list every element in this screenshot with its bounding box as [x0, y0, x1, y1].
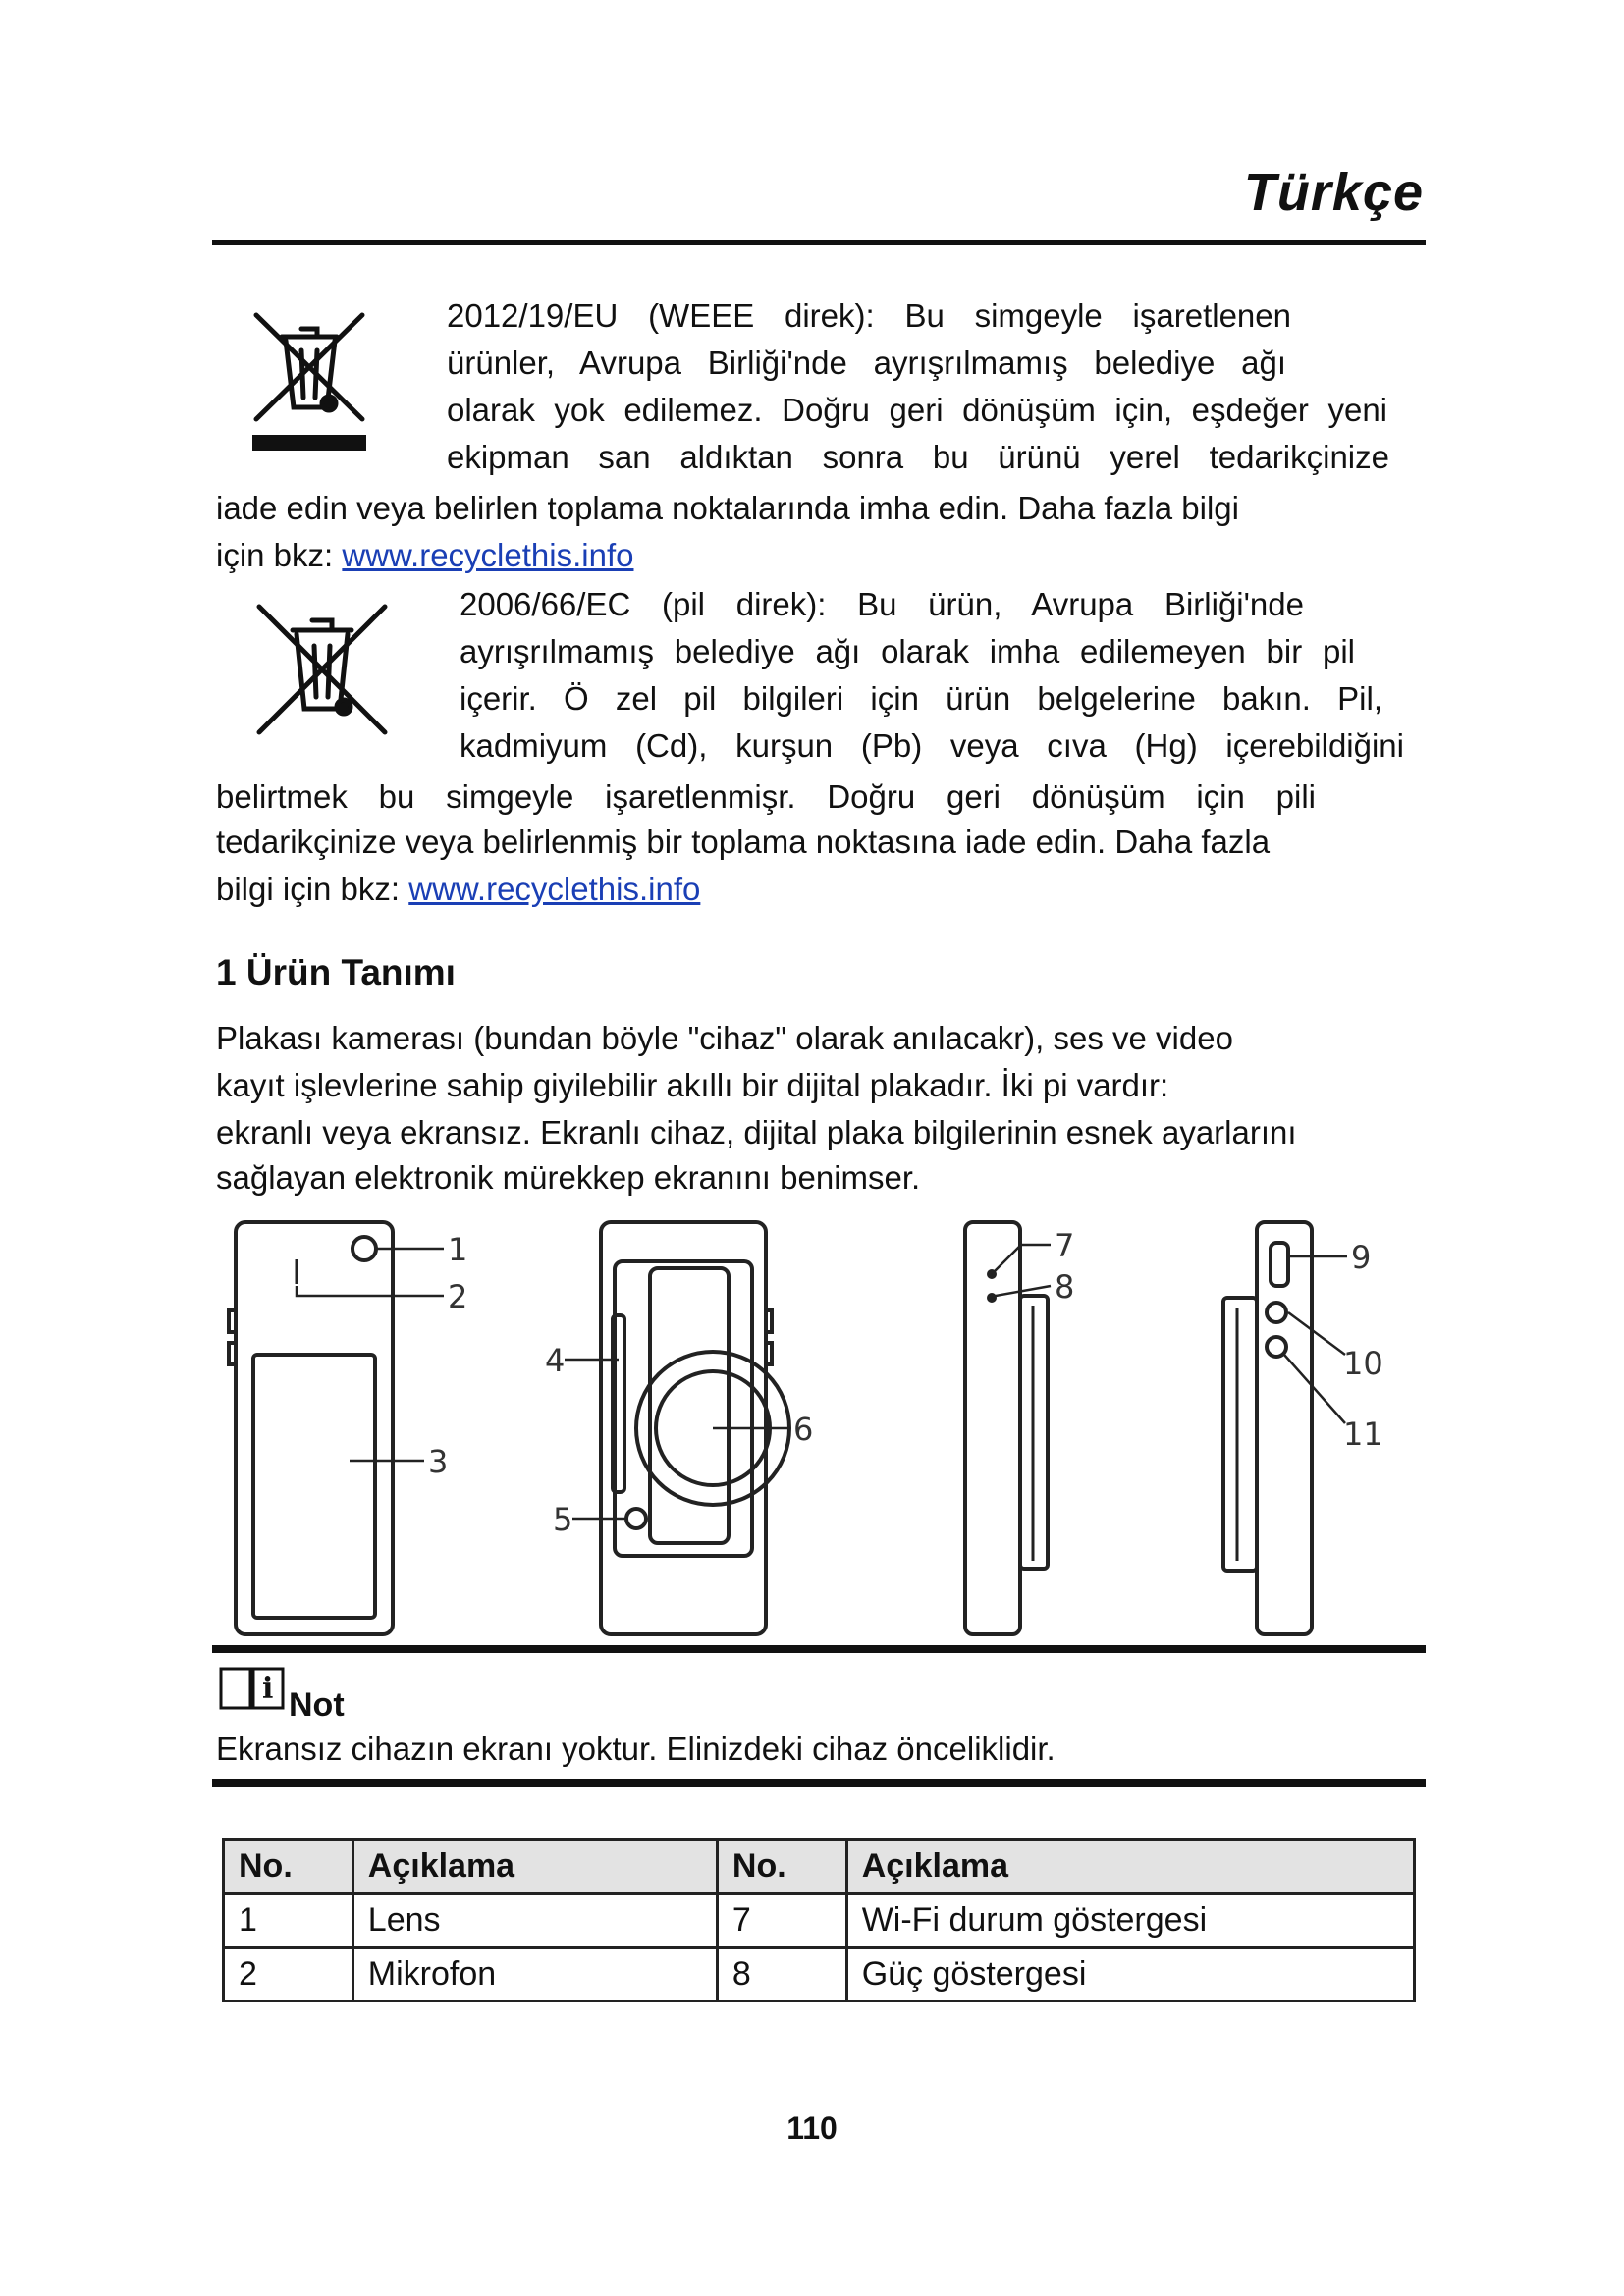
table-row: [224, 1948, 1415, 2002]
weee-line-2: ürünler, Avrupa Birliği'nde ayrışrılmamış belediye ağı: [447, 345, 1286, 381]
note-title: Not: [289, 1686, 345, 1724]
table-cell: 8: [717, 1948, 846, 2002]
callout-6: 6: [793, 1411, 814, 1448]
callout-4: 4: [545, 1342, 566, 1379]
callout-7: 7: [1055, 1227, 1075, 1264]
weee-line-4: ekipman san aldıktan sonra bu ürünü yerel tedarikçinize: [447, 439, 1389, 475]
battery-recycle-link[interactable]: www.recyclethis.info: [408, 871, 701, 907]
table-row: [224, 1894, 1415, 1948]
weee-line-1: 2012/19/EU (WEEE direk): Bu simgeyle işaretlenen: [447, 297, 1291, 334]
note-icon-letter: i: [262, 1672, 274, 1706]
callout-11: 11: [1343, 1415, 1383, 1453]
battery-line-5: belirtmek bu simgeyle işaretlenmişr. Doğru geri dönüşüm için pili: [216, 778, 1316, 815]
section-title: 1 Ürün Tanımı: [216, 952, 456, 992]
callout-9: 9: [1351, 1239, 1372, 1276]
spec-table: [222, 1838, 1416, 2002]
section-line-1: Plakası kamerası (bundan böyle "cihaz" olarak anılacakr), ses ve video: [216, 1020, 1233, 1056]
table-header-cell: Açıklama: [352, 1840, 717, 1894]
table-header-row: [224, 1840, 1415, 1894]
battery-line-2: ayrışrılmamış belediye ağı olarak imha edilemeyen bir pil: [460, 633, 1355, 669]
table-cell: Mikrofon: [352, 1948, 717, 2002]
battery-line-1: 2006/66/EC (pil direk): Bu ürün, Avrupa Birliği'nde: [460, 586, 1304, 622]
page-number: 110: [786, 2110, 838, 2146]
note-top-rule: [212, 1645, 1426, 1653]
section-line-2: kayıt işlevlerine sahip giyilebilir akıllı bir dijital plakadır. İki pi vardır:: [216, 1067, 1169, 1103]
note-text: Ekransız cihazın ekranı yoktur. Elinizdeki cihaz önceliklidir.: [216, 1731, 1056, 1767]
table-header-cell: No.: [224, 1840, 353, 1894]
callout-5: 5: [553, 1501, 573, 1538]
section-line-4: sağlayan elektronik mürekkep ekranını benimser.: [216, 1159, 921, 1196]
section-line-3: ekranlı veya ekransız. Ekranlı cihaz, dijital plaka bilgilerinin esnek ayarlarını: [216, 1114, 1297, 1150]
table-cell: Lens: [352, 1894, 717, 1948]
table-header-cell: Açıklama: [846, 1840, 1414, 1894]
device-side-view-leds: [965, 1222, 1048, 1634]
battery-line-3: içerir. Ö zel pil bilgileri için ürün belgelerine bakın. Pil,: [460, 680, 1382, 717]
callout-2: 2: [448, 1278, 468, 1315]
callout-1: 1: [448, 1231, 468, 1268]
table-header-cell: No.: [717, 1840, 846, 1894]
callout-8: 8: [1055, 1268, 1075, 1306]
weee-link-prefix: için bkz:: [216, 537, 343, 573]
language-title: Türkçe: [1243, 163, 1424, 222]
table-cell: Güç göstergesi: [846, 1948, 1414, 2002]
callout-10: 10: [1343, 1345, 1383, 1382]
weee-recycle-link[interactable]: www.recyclethis.info: [342, 537, 634, 573]
table-cell: 1: [224, 1894, 353, 1948]
note-bottom-rule: [212, 1779, 1426, 1787]
note-book-icon: [218, 1665, 289, 1712]
device-front-view: [229, 1222, 393, 1634]
table-cell: Wi-Fi durum göstergesi: [846, 1894, 1414, 1948]
table-cell: 2: [224, 1948, 353, 2002]
callout-3: 3: [428, 1443, 449, 1480]
weee-line-5: iade edin veya belirlen toplama noktalarında imha edin. Daha fazla bilgi: [216, 490, 1239, 526]
battery-line-4: kadmiyum (Cd), kurşun (Pb) veya cıva (Hg) içerebildiğini: [460, 727, 1404, 764]
device-side-view-buttons: [1223, 1222, 1312, 1634]
table-cell: 7: [717, 1894, 846, 1948]
battery-link-prefix: bilgi için bkz:: [216, 871, 409, 907]
battery-line-6: tedarikçinize veya belirlenmiş bir toplama noktasına iade edin. Daha fazla: [216, 824, 1271, 860]
weee-line-3: olarak yok edilemez. Doğru geri dönüşüm için, eşdeğer yeni: [447, 392, 1387, 428]
